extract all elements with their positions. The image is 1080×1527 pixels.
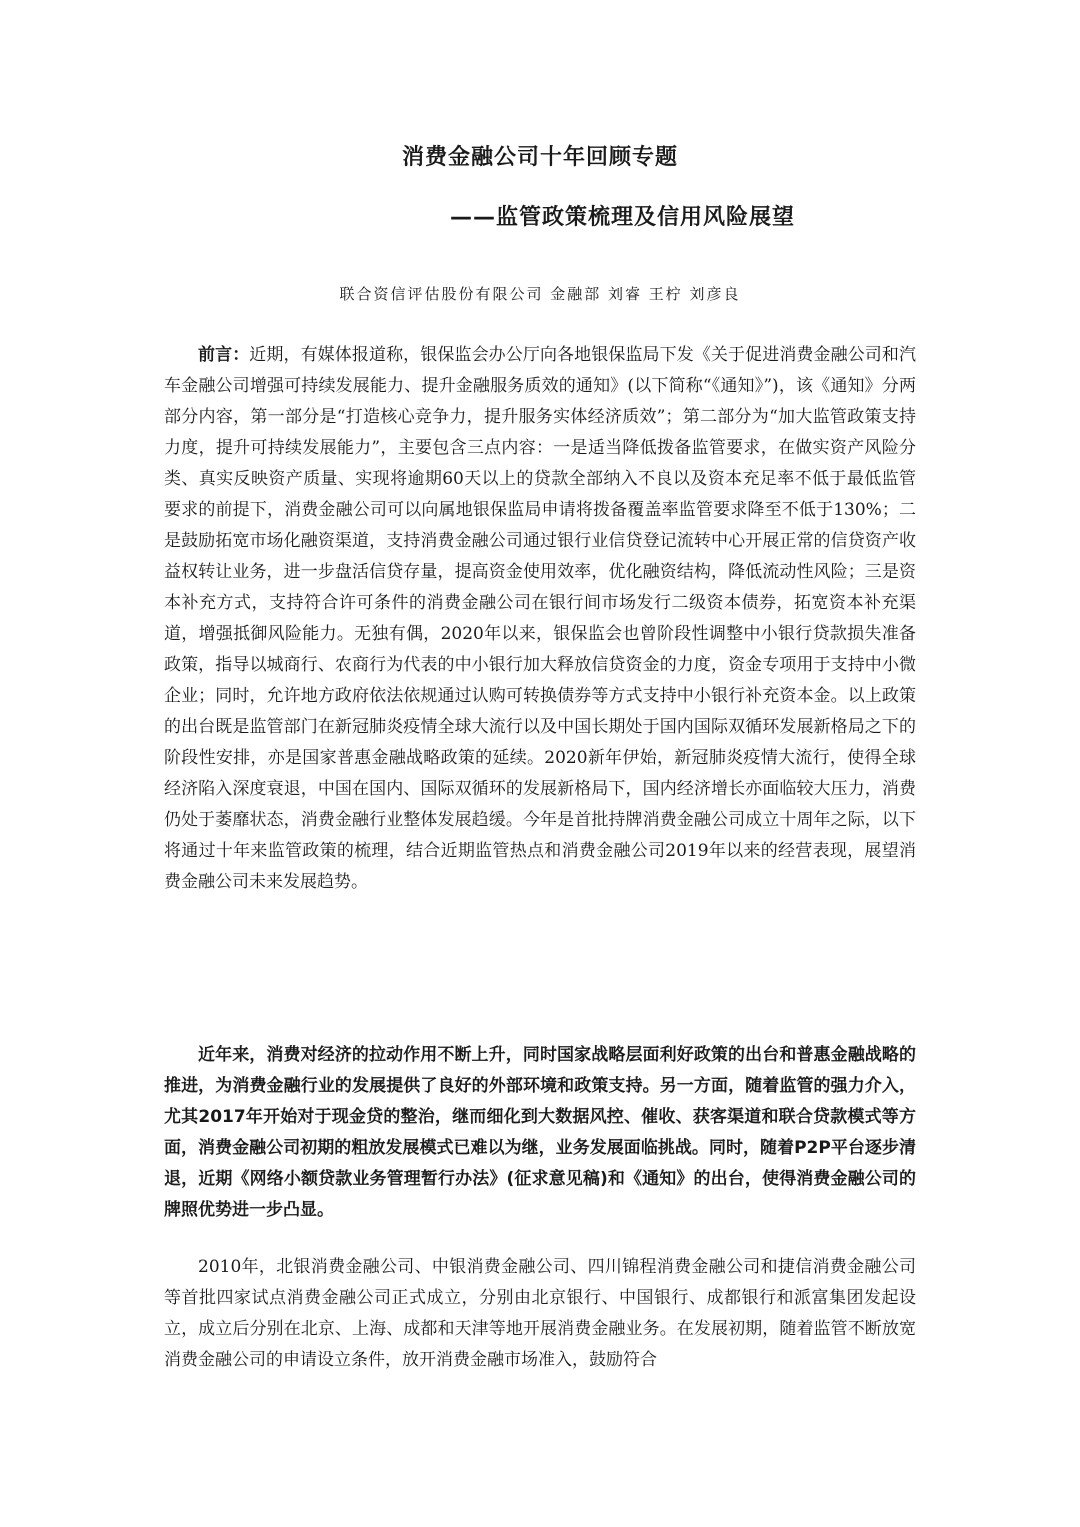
preface-label: 前言：	[198, 345, 250, 365]
preface-text: 近期，有媒体报道称，银保监会办公厅向各地银保监局下发《关于促进消费金融公司和汽车金融公司增强可持续发展能力、提升金融服务质效的通知》(以下简称“《通知》”)，该《通知》分两部分内容，第一部分是“打造核心竞争力，提升服务实体经济质效”；第二部分为“加大监管政策支持力度，提升可持续发展能力”，主要包含三点内容：一是适当降低拨备监管要求，在做实资产风险分类、真实反映资产质量、实现将逾期60天以上的贷款全部纳入不良以及资本充足率不低于最低监管要求的前提下，消费金融公司可以向属地银保监局申请将拨备覆盖率监管要求降至不低于130%；二是鼓励拓宽市场化融资渠道，支持消费金融公司通过银行业信贷登记流转中心开展正常的信贷资产收益权转让业务，进一步盘活信贷存量，提高资金使用效率，优化融资结构，降低流动性风险；三是资本补充方式，支持符合许可条件的消费金融公司在银行间市场发行二级资本债券，拓宽资本补充渠道，增强抵御风险能力。无独有偶，2020年以来，银保监会也曾阶段性调整中小银行贷款损失准备政策，指导以城商行、农商行为代表的中小银行加大释放信贷资金的力度，资金专项用于支持中小微企业；同时，允许地方政府依法依规通过认购可转换债券等方式支持中小银行补充资本金。以上政策的出台既是监管部门在新冠肺炎疫情全球大流行以及中国长期处于国内国际双循环发展新格局之下的阶段性安排，亦是国家普惠金融战略政策的延续。2020新年伊始，新冠肺炎疫情大流行，使得全球经济陷入深度衰退，中国在国内、国际双循环的发展新格局下，国内经济增长亦面临较大压力，消费仍处于萎靡状态，消费金融行业整体发展趋缓。今年是首批持牌消费金融公司成立十周年之际，以下将通过十年来监管政策的梳理，结合近期监管热点和消费金融公司2019年以来的经营表现，展望消费金融公司未来发展趋势。	[164, 345, 917, 892]
preface-paragraph	[164, 340, 916, 898]
summary-paragraph: 近年来，消费对经济的拉动作用不断上升，同时国家战略层面利好政策的出台和普惠金融战略的推进，为消费金融行业的发展提供了良好的外部环境和政策支持。另一方面，随着监管的强力介入，尤其2017年开始对于现金贷的整治，继而细化到大数据风控、催收、获客渠道和联合贷款模式等方面，消费金融公司初期的粗放发展模式已难以为继，业务发展面临挑战。同时，随着P2P平台逐步清退，近期《网络小额贷款业务管理暂行办法》(征求意见稿)和《通知》的出台，使得消费金融公司的牌照优势进一步凸显。	[164, 1045, 916, 1220]
author-byline: 联合资信评估股份有限公司 金融部 刘睿 王柠 刘彦良	[339, 285, 741, 303]
history-paragraph: 2010年，北银消费金融公司、中银消费金融公司、四川锦程消费金融公司和捷信消费金融公司等首批四家试点消费金融公司正式成立，分别由北京银行、中国银行、成都银行和派富集团发起设立，成立后分别在北京、上海、成都和天津等地开展消费金融业务。在发展初期，随着监管不断放宽消费金融公司的申请设立条件，放开消费金融市场准入，鼓励符合	[164, 1257, 916, 1370]
document-title: 消费金融公司十年回顾专题	[401, 145, 678, 170]
document-subtitle: ——监管政策梳理及信用风险展望	[450, 205, 796, 230]
